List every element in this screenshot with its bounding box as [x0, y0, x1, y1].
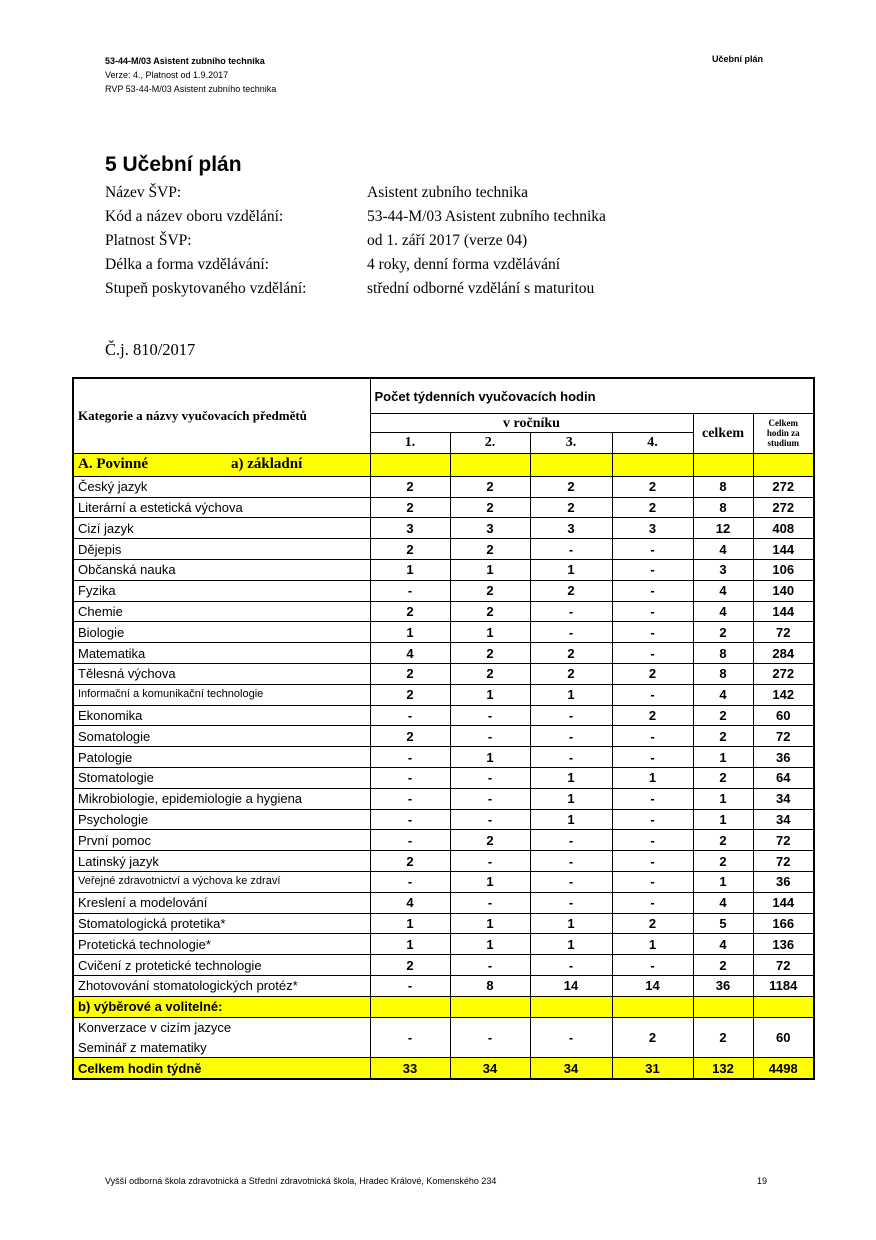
table-row [73, 497, 814, 518]
study-hours-cell: 284 [753, 643, 814, 664]
empty-cell [612, 996, 693, 1017]
year-hours-cell: 1 [530, 934, 612, 955]
table-row [73, 913, 814, 934]
table-row [73, 539, 814, 560]
year-hours-cell: 3 [530, 518, 612, 539]
table-row [73, 747, 814, 768]
subject-name: Dějepis [73, 539, 370, 560]
study-hours-cell: 36 [753, 871, 814, 892]
year-hours-cell: 2 [450, 497, 530, 518]
study-hours-cell: 142 [753, 684, 814, 705]
elective-subject: Seminář z matematiky [73, 1037, 370, 1057]
total-hours-cell: 8 [693, 497, 753, 518]
year-hours-cell: 1 [450, 559, 530, 580]
year-hours-cell: 4 [370, 643, 450, 664]
year-hours-cell: 1 [450, 913, 530, 934]
page-footer: Vyšší odborná škola zdravotnická a Střední zdravotnická škola, Hradec Králové, Komenského 234 [105, 1176, 497, 1186]
year-hours-cell: 2 [530, 663, 612, 684]
info-label: Délka a forma vzdělávání: [105, 256, 269, 273]
table-row [73, 580, 814, 601]
year-hours-cell: 1 [370, 913, 450, 934]
table-row [73, 601, 814, 622]
year-hours-cell: - [530, 747, 612, 768]
year-hours-cell: - [530, 955, 612, 976]
table-row [73, 871, 814, 892]
total-value: 34 [450, 1058, 530, 1079]
total-value: 4498 [753, 1058, 814, 1079]
year-hours-cell: - [612, 892, 693, 913]
total-hours-cell: 1 [693, 871, 753, 892]
subject-name: Biologie [73, 622, 370, 643]
year-hours-cell: 2 [370, 663, 450, 684]
total-hours-cell: 2 [693, 767, 753, 788]
study-hours-cell: 272 [753, 497, 814, 518]
subject-name: Patologie [73, 747, 370, 768]
table-row [73, 975, 814, 996]
study-hours-cell: 72 [753, 622, 814, 643]
year-hours-cell: - [370, 830, 450, 851]
category-header: Kategorie a názvy vyučovacích předmětů [73, 378, 370, 453]
year-hours-cell: - [612, 747, 693, 768]
subject-name: Veřejné zdravotnictví a výchova ke zdraví [73, 871, 370, 892]
reference-number: Č.j. 810/2017 [105, 340, 196, 359]
hours-header: Počet týdenních vyučovacích hodin [370, 378, 814, 414]
year-hours-cell: - [530, 705, 612, 726]
total-hours-cell: 36 [693, 975, 753, 996]
header-line-3: RVP 53-44-M/03 Asistent zubního technika [105, 84, 277, 94]
subject-name: Český jazyk [73, 476, 370, 497]
total-value: 31 [612, 1058, 693, 1079]
year-hours-cell: 1 [450, 622, 530, 643]
year-hours-cell: 2 [370, 851, 450, 872]
study-hours-cell: 272 [753, 476, 814, 497]
year-1-header: 1. [370, 433, 450, 454]
total-value: 33 [370, 1058, 450, 1079]
info-value: Asistent zubního technika [367, 184, 528, 201]
elective-value: - [530, 1017, 612, 1058]
year-hours-cell: 1 [612, 767, 693, 788]
section-a-basic-label: a) základní [227, 453, 370, 476]
year-hours-cell: 1 [530, 684, 612, 705]
year-hours-cell: 3 [612, 518, 693, 539]
total-hours-cell: 5 [693, 913, 753, 934]
year-hours-cell: 1 [530, 559, 612, 580]
year-hours-cell: - [612, 851, 693, 872]
year-hours-cell: - [612, 643, 693, 664]
total-hours-cell: 2 [693, 851, 753, 872]
elective-value: - [450, 1017, 530, 1058]
year-hours-cell: 2 [530, 476, 612, 497]
empty-cell [753, 996, 814, 1017]
subject-name: Občanská nauka [73, 559, 370, 580]
year-hours-cell: 1 [530, 788, 612, 809]
table-row [73, 726, 814, 747]
year-hours-cell: 2 [450, 663, 530, 684]
elective-value: 60 [753, 1017, 814, 1058]
total-hours-cell: 8 [693, 643, 753, 664]
study-hours-cell: 72 [753, 851, 814, 872]
year-hours-cell: - [612, 539, 693, 560]
subject-name: Stomatologie [73, 767, 370, 788]
year-hours-cell: - [530, 871, 612, 892]
study-hours-cell: 36 [753, 747, 814, 768]
year-hours-cell: - [530, 539, 612, 560]
year-hours-cell: 3 [450, 518, 530, 539]
study-hours-cell: 106 [753, 559, 814, 580]
year-hours-cell: - [530, 851, 612, 872]
year-hours-cell: - [370, 580, 450, 601]
study-total-header: Celkem hodin za studium [753, 414, 814, 454]
year-hours-cell: - [612, 559, 693, 580]
year-hours-cell: - [450, 851, 530, 872]
year-hours-cell: 2 [450, 476, 530, 497]
info-value: 4 roky, denní forma vzdělávání [367, 256, 561, 273]
table-body [73, 378, 814, 1079]
year-hours-cell: - [530, 622, 612, 643]
total-hours-cell: 12 [693, 518, 753, 539]
year-hours-cell: 14 [530, 975, 612, 996]
total-hours-cell: 4 [693, 580, 753, 601]
info-label: Stupeň poskytovaného vzdělání: [105, 280, 307, 297]
header-line-2: Verze: 4., Platnost od 1.9.2017 [105, 70, 229, 80]
year-hours-cell: - [612, 684, 693, 705]
year-4-header: 4. [612, 433, 693, 454]
year-header: v ročníku [370, 414, 693, 433]
year-hours-cell: - [612, 622, 693, 643]
year-hours-cell: 2 [370, 726, 450, 747]
year-hours-cell: - [612, 830, 693, 851]
subject-name: Zhotovování stomatologických protéz* [73, 975, 370, 996]
total-hours-cell: 2 [693, 955, 753, 976]
year-hours-cell: 2 [450, 601, 530, 622]
year-hours-cell: 2 [370, 684, 450, 705]
section-b-row [73, 996, 814, 1017]
total-hours-cell: 8 [693, 663, 753, 684]
study-hours-cell: 72 [753, 955, 814, 976]
total-hours-cell: 1 [693, 809, 753, 830]
total-value: 132 [693, 1058, 753, 1079]
study-hours-cell: 64 [753, 767, 814, 788]
table-row [73, 622, 814, 643]
total-value: 34 [530, 1058, 612, 1079]
year-hours-cell: 2 [370, 497, 450, 518]
total-hours-cell: 4 [693, 539, 753, 560]
subject-name: Kreslení a modelování [73, 892, 370, 913]
elective-row [73, 1017, 814, 1037]
year-hours-cell: 2 [370, 955, 450, 976]
subject-name: Ekonomika [73, 705, 370, 726]
year-hours-cell: 14 [612, 975, 693, 996]
year-hours-cell: 2 [530, 643, 612, 664]
empty-cell [530, 996, 612, 1017]
year-hours-cell: - [450, 892, 530, 913]
year-hours-cell: - [612, 580, 693, 601]
table-row [73, 767, 814, 788]
subject-name: Literární a estetická výchova [73, 497, 370, 518]
year-hours-cell: 2 [450, 539, 530, 560]
table-row [73, 705, 814, 726]
year-hours-cell: - [450, 809, 530, 830]
year-hours-cell: 1 [530, 767, 612, 788]
page-header-left [105, 54, 276, 96]
year-hours-cell: 2 [450, 643, 530, 664]
year-hours-cell: - [612, 871, 693, 892]
year-hours-cell: - [370, 809, 450, 830]
year-2-header: 2. [450, 433, 530, 454]
study-hours-cell: 408 [753, 518, 814, 539]
study-hours-cell: 144 [753, 601, 814, 622]
study-hours-cell: 136 [753, 934, 814, 955]
elective-value: - [370, 1017, 450, 1058]
elective-value: 2 [612, 1017, 693, 1058]
table-row [73, 559, 814, 580]
study-hours-cell: 144 [753, 892, 814, 913]
empty-cell [693, 996, 753, 1017]
elective-subject: Konverzace v cizím jazyce [73, 1017, 370, 1037]
total-hours-cell: 2 [693, 830, 753, 851]
year-hours-cell: - [370, 747, 450, 768]
total-hours-cell: 1 [693, 747, 753, 768]
year-hours-cell: 3 [370, 518, 450, 539]
year-hours-cell: 2 [450, 580, 530, 601]
year-hours-cell: - [370, 705, 450, 726]
subject-name: Latinský jazyk [73, 851, 370, 872]
empty-cell [753, 453, 814, 476]
total-hours-cell: 8 [693, 476, 753, 497]
total-label: Celkem hodin týdně [73, 1058, 370, 1079]
study-hours-cell: 140 [753, 580, 814, 601]
year-hours-cell: - [530, 601, 612, 622]
year-hours-cell: - [450, 726, 530, 747]
info-block [105, 184, 606, 304]
year-hours-cell: - [530, 892, 612, 913]
year-hours-cell: 1 [612, 934, 693, 955]
year-hours-cell: - [612, 955, 693, 976]
empty-cell [370, 453, 450, 476]
info-row [105, 232, 606, 256]
total-hours-cell: 1 [693, 788, 753, 809]
subject-name: Somatologie [73, 726, 370, 747]
table-row [73, 684, 814, 705]
info-row [105, 208, 606, 232]
study-hours-cell: 72 [753, 726, 814, 747]
study-hours-cell: 34 [753, 809, 814, 830]
table-row [73, 518, 814, 539]
year-hours-cell: 1 [370, 559, 450, 580]
year-hours-cell: 2 [612, 913, 693, 934]
year-hours-cell: - [370, 788, 450, 809]
study-hours-cell: 272 [753, 663, 814, 684]
empty-cell [612, 453, 693, 476]
year-hours-cell: 2 [530, 580, 612, 601]
year-hours-cell: 1 [370, 934, 450, 955]
study-hours-cell: 34 [753, 788, 814, 809]
year-hours-cell: - [370, 975, 450, 996]
year-hours-cell: 2 [612, 497, 693, 518]
year-hours-cell: 1 [530, 913, 612, 934]
subject-name: Informační a komunikační technologie [73, 684, 370, 705]
year-hours-cell: - [370, 767, 450, 788]
year-hours-cell: - [450, 955, 530, 976]
year-hours-cell: 2 [370, 476, 450, 497]
table-row [73, 892, 814, 913]
subject-name: Cizí jazyk [73, 518, 370, 539]
empty-cell [370, 996, 450, 1017]
year-hours-cell: - [450, 788, 530, 809]
year-hours-cell: 1 [370, 622, 450, 643]
elective-value: 2 [693, 1017, 753, 1058]
subject-name: Cvičení z protetické technologie [73, 955, 370, 976]
info-label: Platnost ŠVP: [105, 232, 192, 249]
subject-name: Stomatologická protetika* [73, 913, 370, 934]
year-hours-cell: - [612, 726, 693, 747]
info-label: Název ŠVP: [105, 184, 182, 201]
year-3-header: 3. [530, 433, 612, 454]
header-row-1 [73, 378, 814, 414]
total-hours-cell: 2 [693, 622, 753, 643]
study-hours-cell: 166 [753, 913, 814, 934]
year-hours-cell: 1 [450, 934, 530, 955]
study-hours-cell: 60 [753, 705, 814, 726]
table-row [73, 663, 814, 684]
total-hours-cell: 2 [693, 705, 753, 726]
empty-cell [450, 453, 530, 476]
empty-cell [450, 996, 530, 1017]
table-row [73, 955, 814, 976]
section-b-label: b) výběrové a volitelné: [73, 996, 370, 1017]
subject-name: Chemie [73, 601, 370, 622]
year-hours-cell: 1 [450, 747, 530, 768]
year-hours-cell: 4 [370, 892, 450, 913]
table-row [73, 788, 814, 809]
year-hours-cell: 2 [370, 539, 450, 560]
total-hours-cell: 4 [693, 684, 753, 705]
subject-name: Psychologie [73, 809, 370, 830]
study-hours-cell: 72 [753, 830, 814, 851]
year-hours-cell: - [450, 767, 530, 788]
year-hours-cell: - [450, 705, 530, 726]
study-hours-cell: 144 [753, 539, 814, 560]
info-label: Kód a název oboru vzdělání: [105, 208, 284, 225]
empty-cell [530, 453, 612, 476]
year-hours-cell: - [530, 726, 612, 747]
year-hours-cell: 1 [450, 871, 530, 892]
year-hours-cell: 2 [450, 830, 530, 851]
year-hours-cell: 2 [612, 663, 693, 684]
table-row [73, 809, 814, 830]
page-title: 5 Učební plán [105, 153, 242, 176]
section-a-label: A. Povinné [73, 453, 227, 476]
info-row [105, 184, 606, 208]
subject-name: První pomoc [73, 830, 370, 851]
subject-name: Protetická technologie* [73, 934, 370, 955]
page-header-right: Učební plán [712, 54, 764, 64]
year-hours-cell: 2 [612, 705, 693, 726]
year-hours-cell: - [612, 809, 693, 830]
empty-cell [693, 453, 753, 476]
year-hours-cell: 2 [530, 497, 612, 518]
section-a-row [73, 453, 814, 476]
curriculum-table [72, 377, 815, 1080]
year-hours-cell: - [612, 601, 693, 622]
year-hours-cell: 1 [450, 684, 530, 705]
year-hours-cell: - [612, 788, 693, 809]
table-row [73, 643, 814, 664]
year-hours-cell: - [370, 871, 450, 892]
study-hours-cell: 1184 [753, 975, 814, 996]
table-row [73, 476, 814, 497]
total-header: celkem [693, 414, 753, 454]
info-value: střední odborné vzdělání s maturitou [367, 280, 595, 297]
subject-name: Mikrobiologie, epidemiologie a hygiena [73, 788, 370, 809]
total-hours-cell: 4 [693, 601, 753, 622]
total-row [73, 1058, 814, 1079]
subject-name: Tělesná výchova [73, 663, 370, 684]
subject-name: Fyzika [73, 580, 370, 601]
year-hours-cell: - [530, 830, 612, 851]
total-hours-cell: 4 [693, 934, 753, 955]
total-hours-cell: 3 [693, 559, 753, 580]
year-hours-cell: 8 [450, 975, 530, 996]
table-row [73, 934, 814, 955]
year-hours-cell: 2 [612, 476, 693, 497]
table-row [73, 851, 814, 872]
year-hours-cell: 2 [370, 601, 450, 622]
info-row [105, 256, 606, 280]
info-value: 53-44-M/03 Asistent zubního technika [367, 208, 606, 225]
total-hours-cell: 2 [693, 726, 753, 747]
info-value: od 1. září 2017 (verze 04) [367, 232, 528, 249]
subject-name: Matematika [73, 643, 370, 664]
year-hours-cell: 1 [530, 809, 612, 830]
header-line-1: 53-44-M/03 Asistent zubního technika [105, 56, 265, 66]
info-row [105, 280, 606, 304]
total-hours-cell: 4 [693, 892, 753, 913]
table-row [73, 830, 814, 851]
page-number: 19 [757, 1176, 768, 1186]
